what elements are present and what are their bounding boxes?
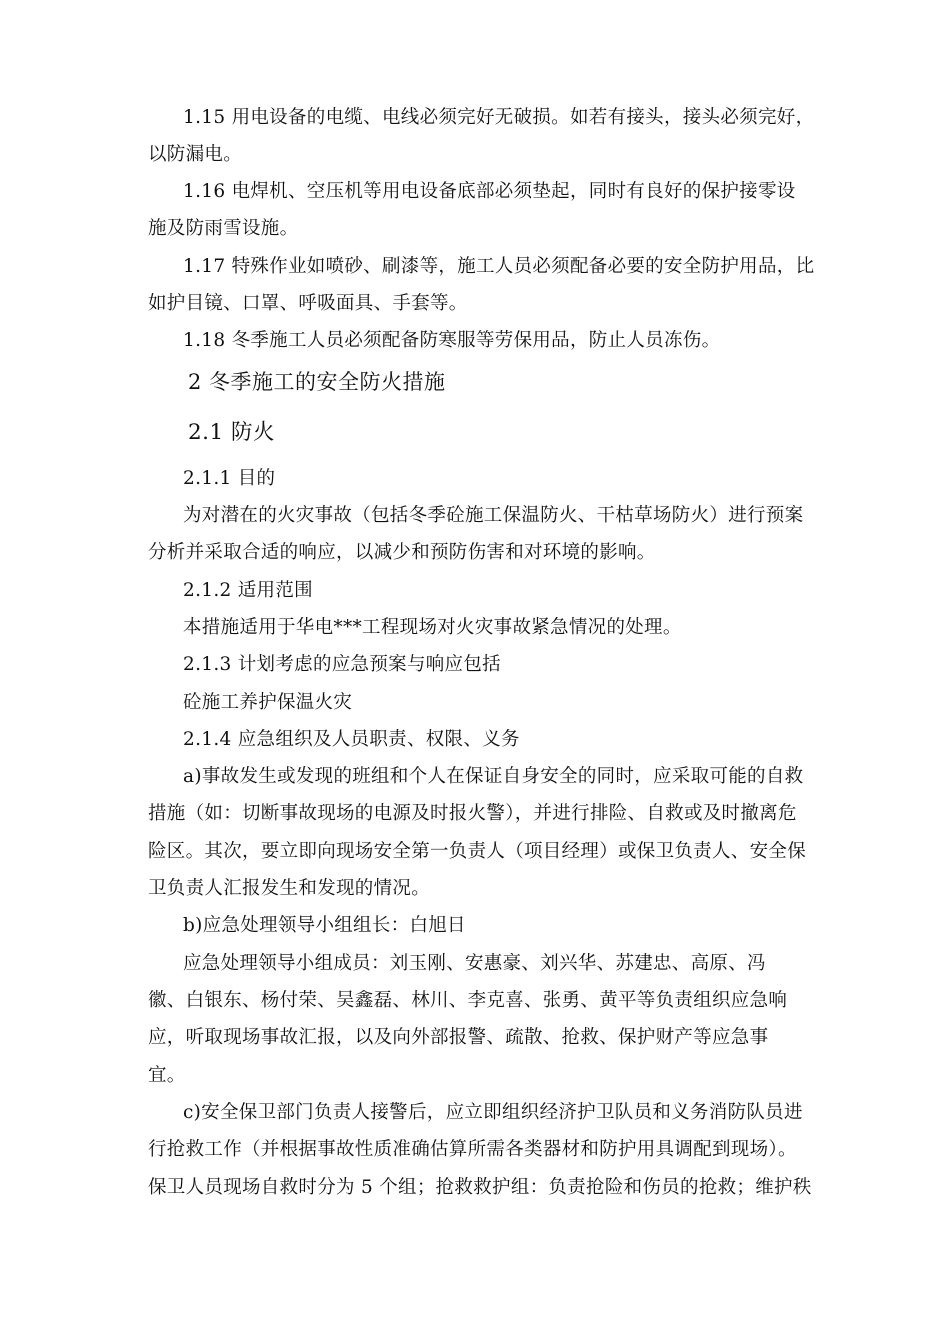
members-line-2: 徽、白银东、杨付荣、吴鑫磊、林川、李克喜、张勇、黄平等负责组织应急响 xyxy=(148,990,788,1011)
members-line-4: 宜。 xyxy=(148,1065,186,1086)
item-a-line-2: 措施（如：切断事故现场的电源及时报火警），并进行排险、自救或及时撤离危 xyxy=(148,803,797,824)
paragraph-1-16-line-1: 1.16 电焊机、空压机等用电设备底部必须垫起，同时有良好的保护接零设 xyxy=(183,181,796,202)
paragraph-1-17-line-1: 1.17 特殊作业如喷砂、刷漆等，施工人员必须配备必要的安全防护用品，比 xyxy=(183,256,815,277)
item-a-line-1: a)事故发生或发现的班组和个人在保证自身安全的同时，应采取可能的自救 xyxy=(183,766,804,787)
section-2-1-2-heading: 2.1.2 适用范围 xyxy=(183,580,313,601)
section-2-1-3-body: 砼施工养护保温火灾 xyxy=(183,692,353,713)
members-line-3: 应，听取现场事故汇报，以及向外部报警、疏散、抢救、保护财产等应急事 xyxy=(148,1027,769,1048)
section-2-1-2-body: 本措施适用于华电***工程现场对火灾事故紧急情况的处理。 xyxy=(183,617,682,638)
paragraph-1-15-line-2: 以防漏电。 xyxy=(148,144,243,165)
item-a-line-3: 险区。其次，要立即向现场安全第一负责人（项目经理）或保卫负责人、安全保 xyxy=(148,841,807,862)
paragraph-1-16-line-2: 施及防雨雪设施。 xyxy=(148,218,299,239)
section-2-1-4-heading: 2.1.4 应急组织及人员职责、权限、义务 xyxy=(183,729,520,750)
section-2-1-heading: 2.1 防火 xyxy=(188,420,276,445)
members-line-1: 应急处理领导小组成员：刘玉刚、安惠豪、刘兴华、苏建忠、高原、冯 xyxy=(183,953,766,974)
item-c-line-3: 保卫人员现场自救时分为 5 个组；抢救救护组：负责抢险和伤员的抢救；维护秩 xyxy=(148,1177,812,1198)
section-2-heading: 2 冬季施工的安全防火措施 xyxy=(188,370,446,394)
section-2-1-3-heading: 2.1.3 计划考虑的应急预案与响应包括 xyxy=(183,654,501,675)
section-2-1-1-body-line-1: 为对潜在的火灾事故（包括冬季砼施工保温防火、干枯草场防火）进行预案 xyxy=(183,505,804,526)
section-2-1-1-body-line-2: 分析并采取合适的响应，以减少和预防伤害和对环境的影响。 xyxy=(148,542,656,563)
item-b: b)应急处理领导小组组长：白旭日 xyxy=(183,915,466,936)
section-2-1-1-heading: 2.1.1 目的 xyxy=(183,468,276,489)
item-c-line-1: c)安全保卫部门负责人接警后，应立即组织经济护卫队员和义务消防队员进 xyxy=(183,1102,803,1123)
item-a-line-4: 卫负责人汇报发生和发现的情况。 xyxy=(148,878,431,899)
paragraph-1-15-line-1: 1.15 用电设备的电缆、电线必须完好无破损。如若有接头，接头必须完好， xyxy=(183,107,815,128)
paragraph-1-17-line-2: 如护目镜、口罩、呼吸面具、手套等。 xyxy=(148,293,468,314)
paragraph-1-18: 1.18 冬季施工人员必须配备防寒服等劳保用品，防止人员冻伤。 xyxy=(183,330,721,351)
item-c-line-2: 行抢救工作（并根据事故性质准确估算所需各类器材和防护用具调配到现场）。 xyxy=(148,1139,797,1160)
